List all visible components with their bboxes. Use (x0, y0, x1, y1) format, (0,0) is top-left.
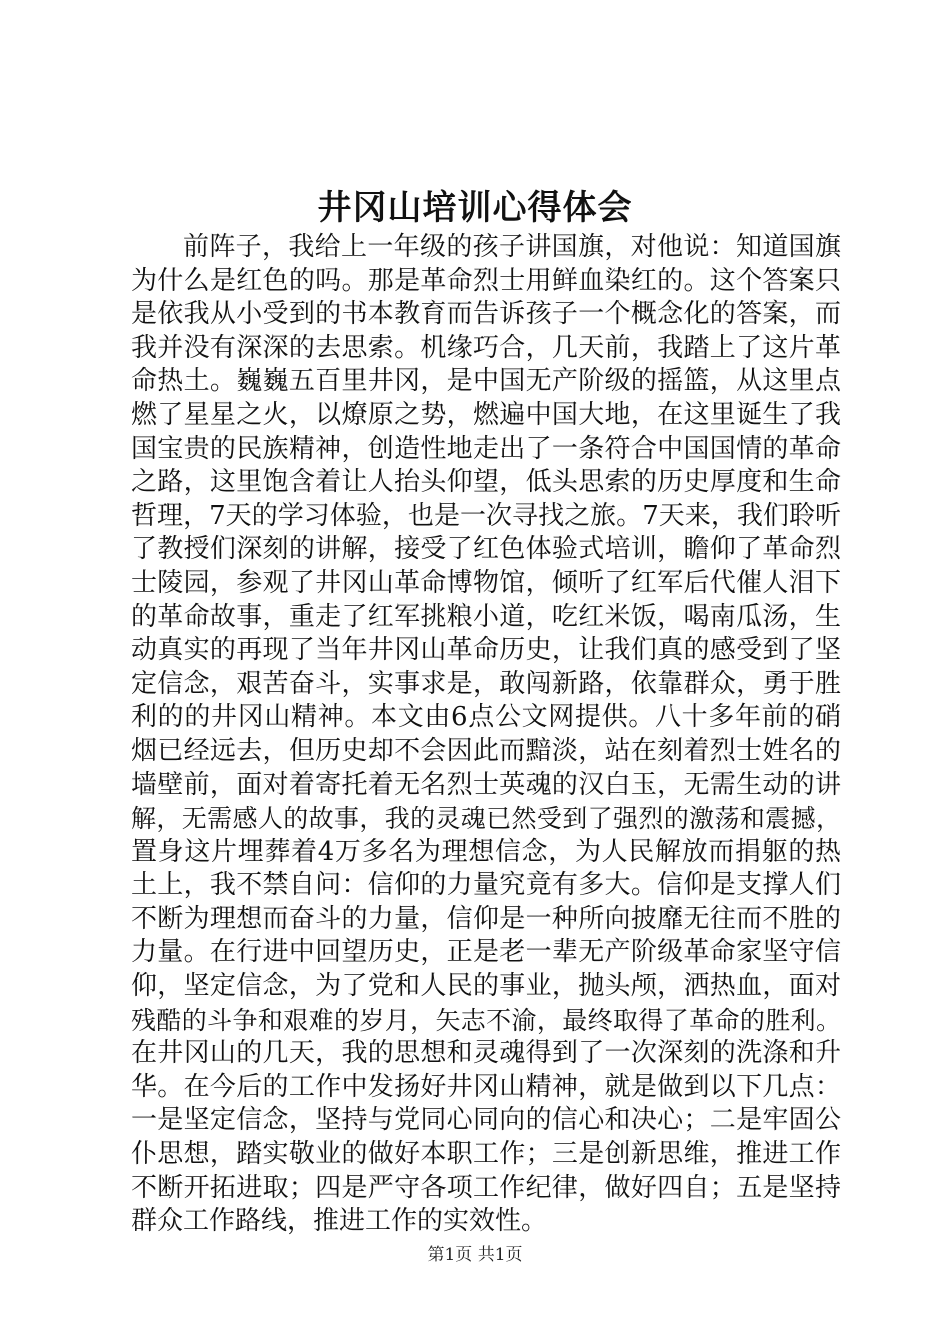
body-text-line: 群众工作路线，推进工作的实效性。 (131, 1206, 548, 1237)
document-body (131, 231, 841, 1239)
body-text-line: 烟已经远去，但历史却不会因此而黯淡，站在刻着烈士姓名的 (131, 735, 841, 766)
body-text-line: 燃了星星之火，以燎原之势，燃遍中国大地，在这里诞生了我 (131, 399, 841, 430)
body-text-line: 我并没有深深的去思索。机缘巧合，几天前，我踏上了这片革 (131, 332, 841, 363)
body-text-line: 是依我从小受到的书本教育而告诉孩子一个概念化的答案，而 (131, 299, 841, 330)
body-text-line: 命热土。巍巍五百里井冈，是中国无产阶级的摇篮，从这里点 (131, 366, 841, 397)
body-text-line: 的革命故事，重走了红军挑粮小道，吃红米饭，喝南瓜汤，生 (131, 601, 841, 632)
body-text-line: 一是坚定信念，坚持与党同心同向的信心和决心；二是牢固公 (131, 1105, 841, 1136)
body-text-line: 在井冈山的几天，我的思想和灵魂得到了一次深刻的洗涤和升 (131, 1038, 841, 1069)
body-text-line: 为什么是红色的吗。那是革命烈士用鲜血染红的。这个答案只 (131, 265, 841, 296)
body-text-line: 残酷的斗争和艰难的岁月，矢志不渝，最终取得了革命的胜利。 (131, 1005, 841, 1035)
body-text-line: 国宝贵的民族精神，创造性地走出了一条符合中国国情的革命 (131, 433, 841, 464)
body-text-line: 利的的井冈山精神。本文由6点公文网提供。八十多年前的硝 (131, 702, 841, 733)
body-text-line: 不断开拓进取；四是严守各项工作纪律，做好四自；五是坚持 (131, 1172, 841, 1203)
body-text-line: 动真实的再现了当年井冈山革命历史，让我们真的感受到了坚 (131, 635, 841, 666)
page-footer: 第1页 共1页 (427, 1245, 523, 1265)
body-text-line: 了教授们深刻的讲解，接受了红色体验式培训，瞻仰了革命烈 (131, 534, 841, 565)
body-text-line: 之路，这里饱含着让人抬头仰望，低头思索的历史厚度和生命 (131, 467, 841, 498)
body-text-line: 置身这片埋葬着4万多名为理想信念，为人民解放而捐躯的热 (131, 836, 841, 867)
body-text-line: 前阵子，我给上一年级的孩子讲国旗，对他说：知道国旗 (183, 232, 841, 262)
body-text-line: 华。在今后的工作中发扬好井冈山精神，就是做到以下几点： (131, 1071, 841, 1102)
body-text-line: 哲理，7天的学习体验，也是一次寻找之旅。7天来，我们聆听 (131, 500, 841, 531)
document-title: 井冈山培训心得体会 (317, 188, 633, 228)
body-text-line: 土上，我不禁自问：信仰的力量究竟有多大。信仰是支撑人们 (131, 870, 841, 901)
body-text-line: 士陵园，参观了井冈山革命博物馆，倾听了红军后代催人泪下 (131, 567, 841, 598)
body-text-line: 定信念，艰苦奋斗，实事求是，敢闯新路，依靠群众，勇于胜 (131, 668, 841, 699)
body-text-line: 仰，坚定信念，为了党和人民的事业，抛头颅，洒热血，面对 (131, 971, 841, 1002)
body-text-line: 仆思想，踏实敬业的做好本职工作；三是创新思维，推进工作 (131, 1139, 841, 1170)
body-text-line: 墙壁前，面对着寄托着无名烈士英魂的汉白玉，无需生动的讲 (131, 769, 841, 800)
body-text-line: 不断为理想而奋斗的力量，信仰是一种所向披靡无往而不胜的 (131, 903, 841, 934)
body-text-line: 力量。在行进中回望历史，正是老一辈无产阶级革命家坚守信 (131, 937, 841, 968)
body-text-line: 解，无需感人的故事，我的灵魂已然受到了强烈的激荡和震撼， (131, 804, 841, 834)
